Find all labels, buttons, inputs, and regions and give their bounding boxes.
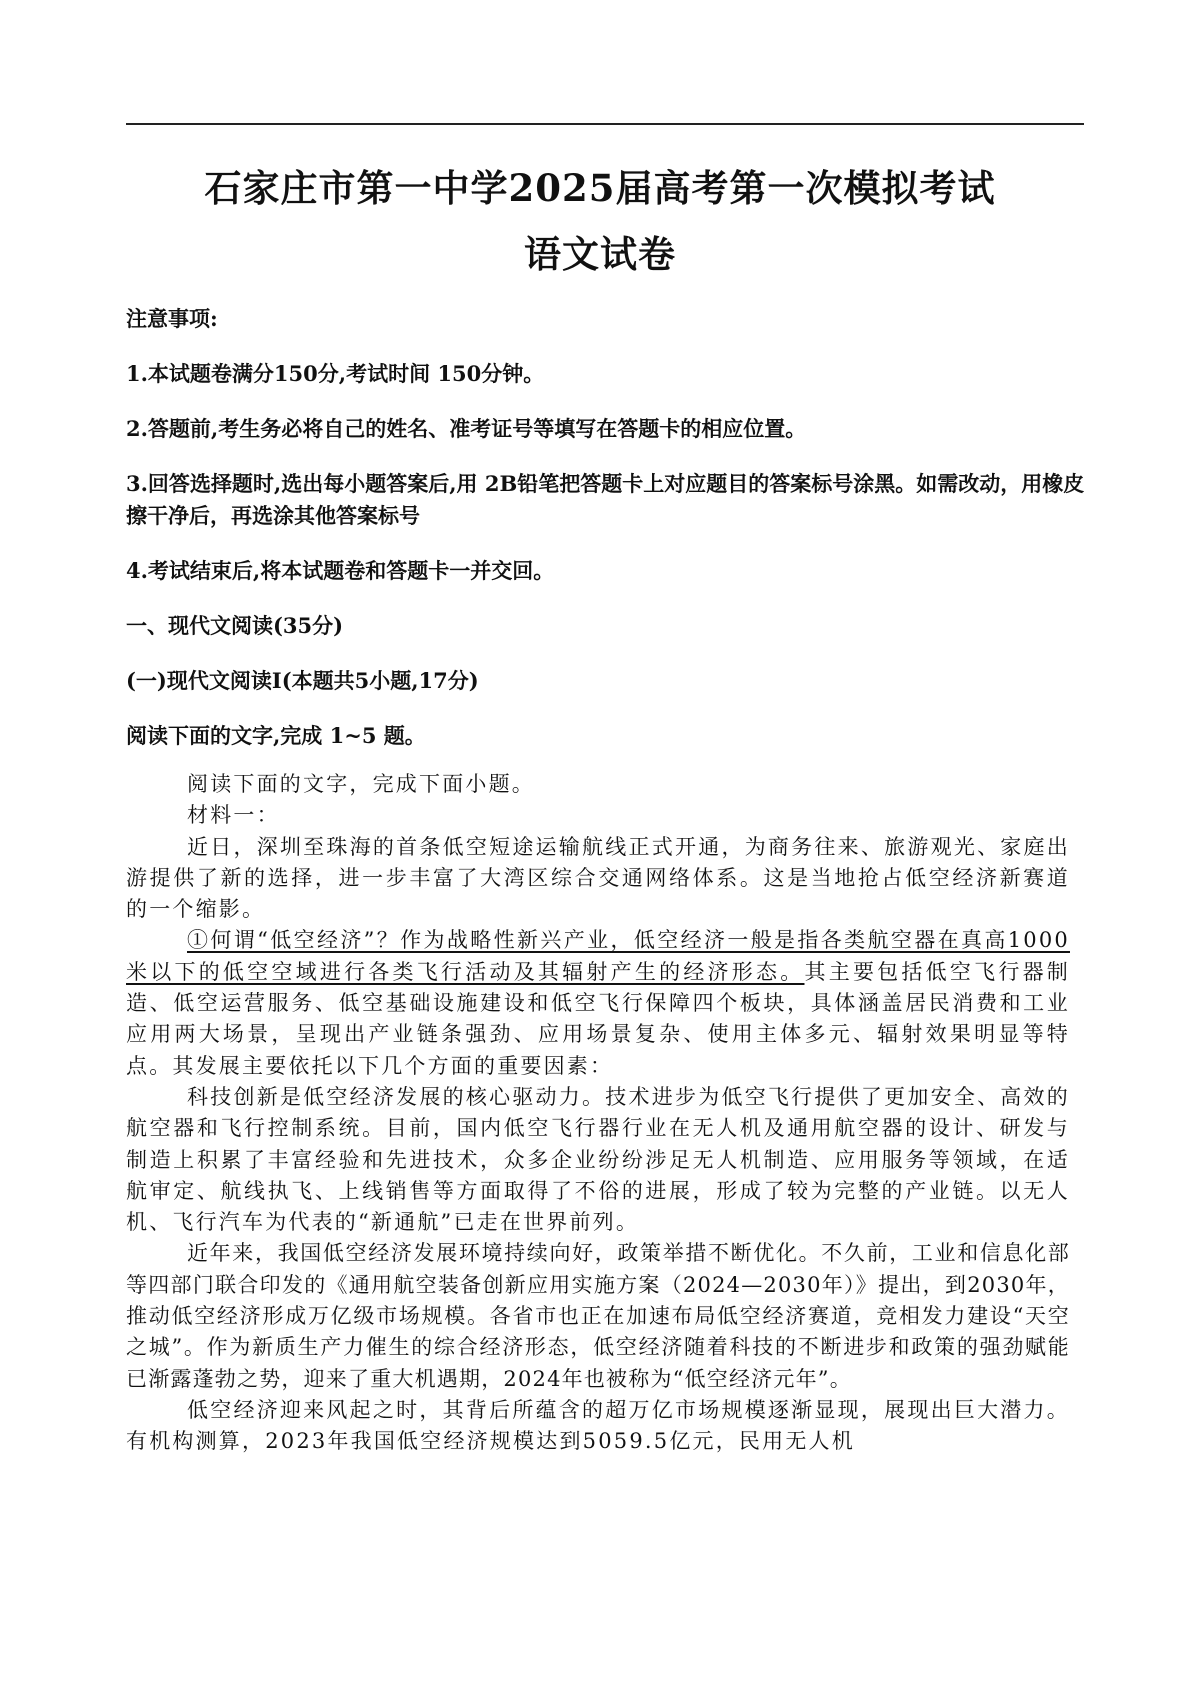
passage-paragraph-5: 低空经济迎来风起之时，其背后所蕴含的超万亿市场规模逐渐显现，展现出巨大潜力。有机构测算，2023年我国低空经济规模达到5059.5亿元，民用无人机 xyxy=(126,1397,1070,1454)
subsection-heading: (一)现代文阅读I(本题共5小题,17分) xyxy=(126,668,479,693)
passage-paragraph-3: 科技创新是低空经济发展的核心驱动力。技术进步为低空飞行提供了更加安全、高效的航空器和飞行控制系统。目前，国内低空飞行器行业在无人机及通用航空器的设计、研发与制造上积累了丰富经验和先进技术，众多企业纷纷涉足无人机制造、应用服务等领域，在适航审定、航线执飞、上线销售等方面取得了不俗的进展，形成了较为完整的产业链。以无人机、飞行汽车为代表的“新通航”已走在世界前列。 xyxy=(126,1084,1070,1235)
passage-intro: 阅读下面的文字，完成下面小题。 xyxy=(187,772,535,796)
passage-paragraph-2 xyxy=(126,925,1070,1081)
exam-subject-title: 语文试卷 xyxy=(524,232,676,276)
reading-passage xyxy=(126,769,1070,1458)
section-heading: 一、现代文阅读(35分) xyxy=(126,613,344,638)
passage-paragraph-1: 近日，深圳至珠海的首条低空短途运输航线正式开通，为商务往来、旅游观光、家庭出游提供了新的选择，进一步丰富了大湾区综合交通网络体系。这是当地抢占低空经济新赛道的一个缩影。 xyxy=(126,834,1070,922)
passage-paragraph-2-rest: 其主要包括低空飞行器制造、低空运营服务、低空基础设施建设和低空飞行保障四个板块，具体涵盖居民消费和工业应用两大场景，呈现出产业链条强劲、应用场景复杂、使用主体多元、辐射效果明显等特点。其发展主要依托以下几个方面的重要因素： xyxy=(126,959,1070,1078)
header-rule xyxy=(126,123,1084,125)
notice-item-1: 1.本试题卷满分150分,考试时间 150分钟。 xyxy=(126,361,545,386)
notice-heading: 注意事项: xyxy=(126,306,218,331)
passage-paragraph-4: 近年来，我国低空经济发展环境持续向好，政策举措不断优化。不久前，工业和信息化部等四部门联合印发的《通用航空装备创新应用实施方案（2024—2030年）》提出，到2030年，推动低空经济形成万亿级市场规模。各省市也正在加速布局低空经济赛道，竞相发力建设“天空之城”。作为新质生产力催生的综合经济形态，低空经济随着科技的不断进步和政策的强劲赋能已渐露蓬勃之势，迎来了重大机遇期，2024年也被称为“低空经济元年”。 xyxy=(126,1241,1070,1391)
notice-item-4: 4.考试结束后,将本试题卷和答题卡一并交回。 xyxy=(126,558,555,583)
notice-item-2: 2.答题前,考生务必将自己的姓名、准考证号等填写在答题卡的相应位置。 xyxy=(126,416,807,441)
reading-instruction: 阅读下面的文字,完成 1~5 题。 xyxy=(126,723,426,748)
underlined-sentence: ①何谓“低空经济”？作为战略性新兴产业，低空经济一般是指各类航空器在真高1000米以下的低空空域进行各类飞行活动及其辐射产生的经济形态。 xyxy=(126,928,1070,984)
material-label: 材料一： xyxy=(187,803,280,828)
notice-item-3: 3.回答选择题时,选出每小题答案后,用 2B铅笔把答题卡上对应题目的答案标号涂黑。如需改动，用橡皮擦干净后，再选涂其他答案标号 xyxy=(126,471,1085,528)
exam-title: 石家庄市第一中学2025届高考第一次模拟考试 xyxy=(204,166,996,210)
